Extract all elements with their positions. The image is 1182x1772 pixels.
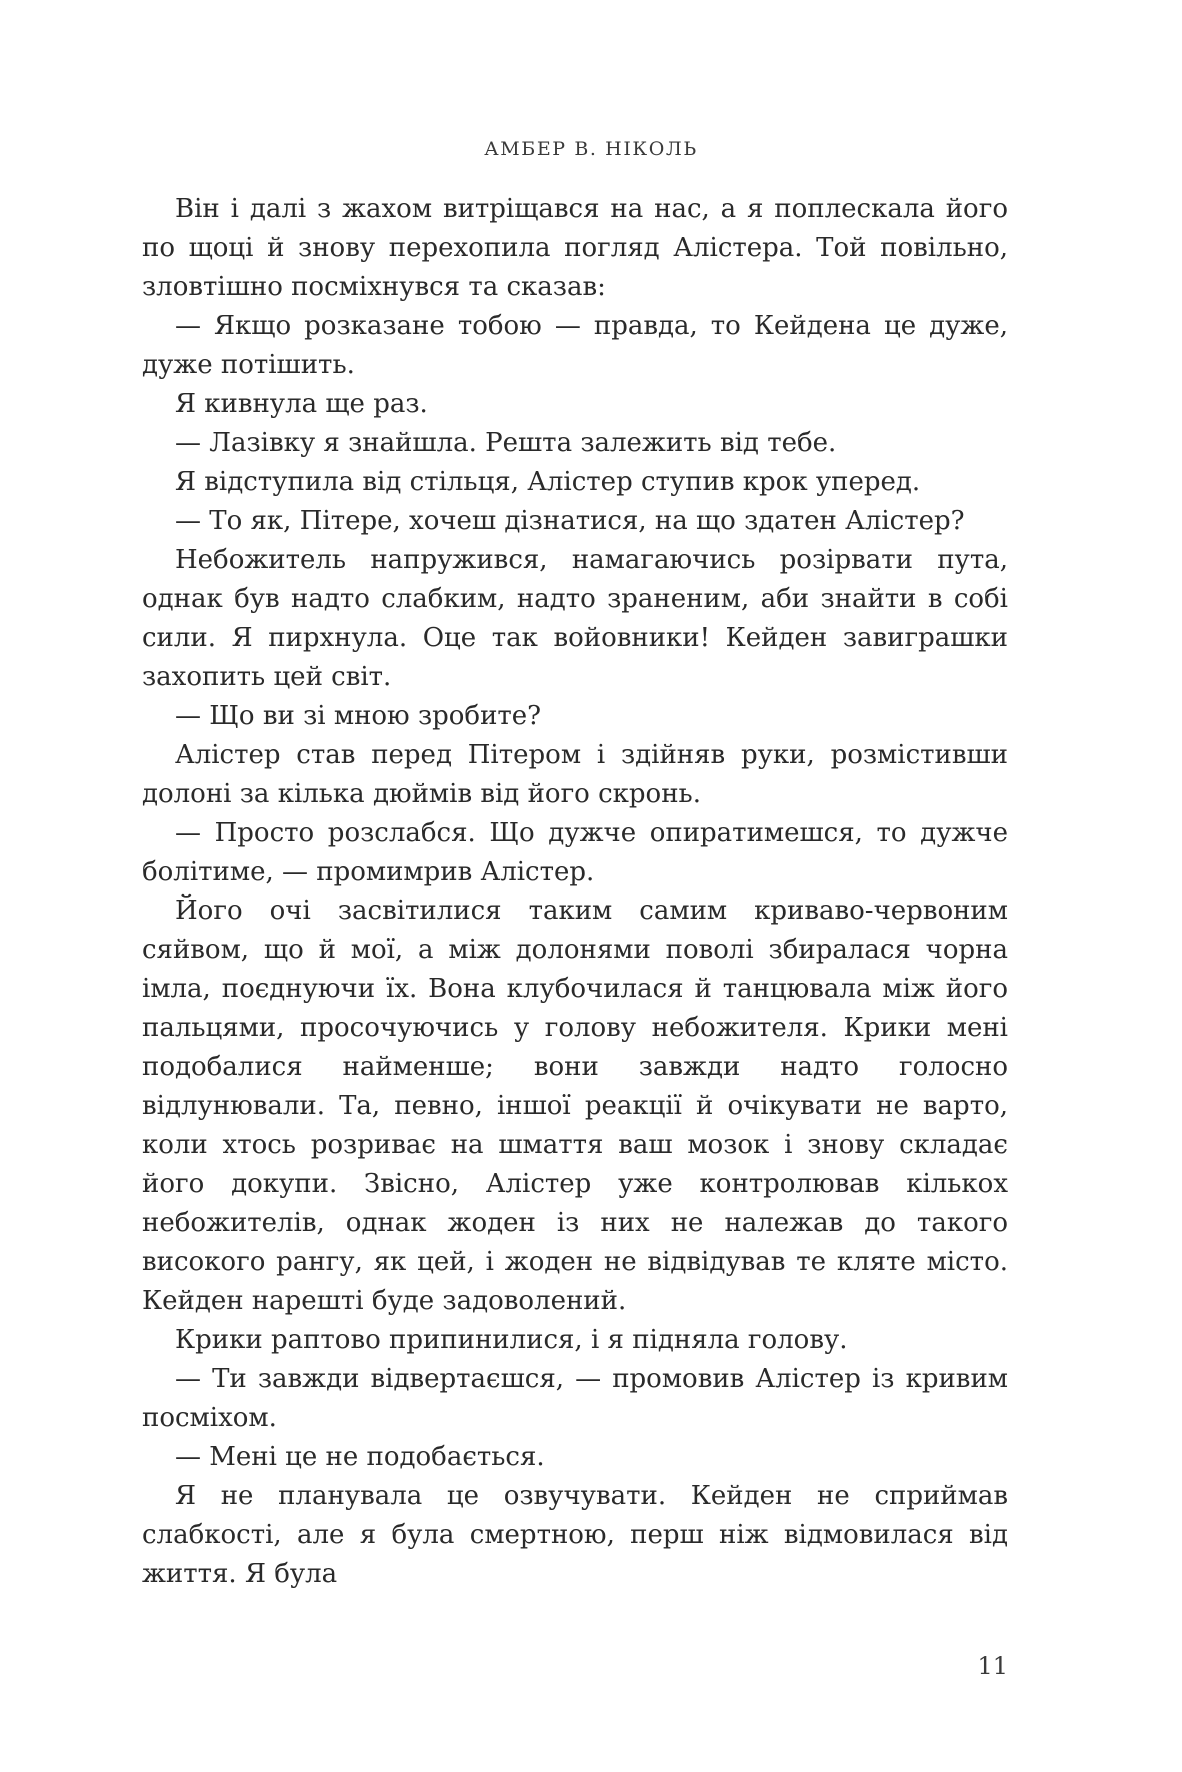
paragraph: Небожитель напружився, намагаючись розірвати пута, однак був надто слабким, надто зраненим, аби знайти в собі сили. Я пирхнула. Оце так войовники! Кейден завиграшки захопить цей світ. (142, 545, 1008, 692)
paragraph: Крики раптово припинилися, і я підняла голову. (175, 1325, 848, 1355)
paragraph: — Просто розслабся. Що дужче опиратимешся, то дужче болітиме, — промимрив Алістер. (142, 818, 1008, 887)
paragraph: Алістер став перед Пітером і здійняв руки, розмістивши долоні за кілька дюймів від його скронь. (142, 740, 1008, 809)
body-text (142, 190, 1008, 1594)
paragraph: Він і далі з жахом витріщався на нас, а я поплескала його по щоці й знову перехопила погляд Алістера. Той повільно, зловтішно посміхнувся та сказав: (142, 194, 1008, 302)
paragraph: — Мені це не подобається. (175, 1442, 545, 1472)
paragraph: — Що ви зі мною зробите? (175, 701, 542, 731)
paragraph: — Якщо розказане тобою — правда, то Кейдена це дуже, дуже потішить. (142, 311, 1008, 380)
running-head: АМБЕР В. НІКОЛЬ (484, 138, 698, 160)
paragraph: — Ти завжди відвертаєшся, — промовив Алістер із кривим посміхом. (142, 1364, 1008, 1433)
paragraph: Я кивнула ще раз. (175, 389, 428, 419)
paragraph: — То як, Пітере, хочеш дізнатися, на що здатен Алістер? (175, 506, 965, 536)
paragraph: — Лазівку я знайшла. Решта залежить від тебе. (175, 428, 837, 458)
page-number: 11 (977, 1652, 1008, 1680)
paragraph: Я відступила від стільця, Алістер ступив крок уперед. (175, 467, 921, 497)
paragraph: Я не планувала це озвучувати. Кейден не сприймав слабкості, але я була смертною, перш ніж відмовилася від життя. Я була (142, 1481, 1008, 1589)
paragraph: Його очі засвітилися таким самим криваво-червоним сяйвом, що й мої, а між долонями поволі збиралася чорна імла, поєднуючи їх. Вона клубочилася й танцювала між його пальцями, просочуючись у голову небожителя. Крики мені подобалися найменше; вони завжди надто голосно відлунювали. Та, певно, іншої реакції й очікувати не варто, коли хтось розриває на шмаття ваш мозок і знову складає його докупи. Звісно, Алістер уже контролював кількох небожителів, однак жоден із них не належав до такого високого рангу, як цей, і жоден не відвідував те кляте місто. Кейден нарешті буде задоволений. (142, 896, 1008, 1316)
